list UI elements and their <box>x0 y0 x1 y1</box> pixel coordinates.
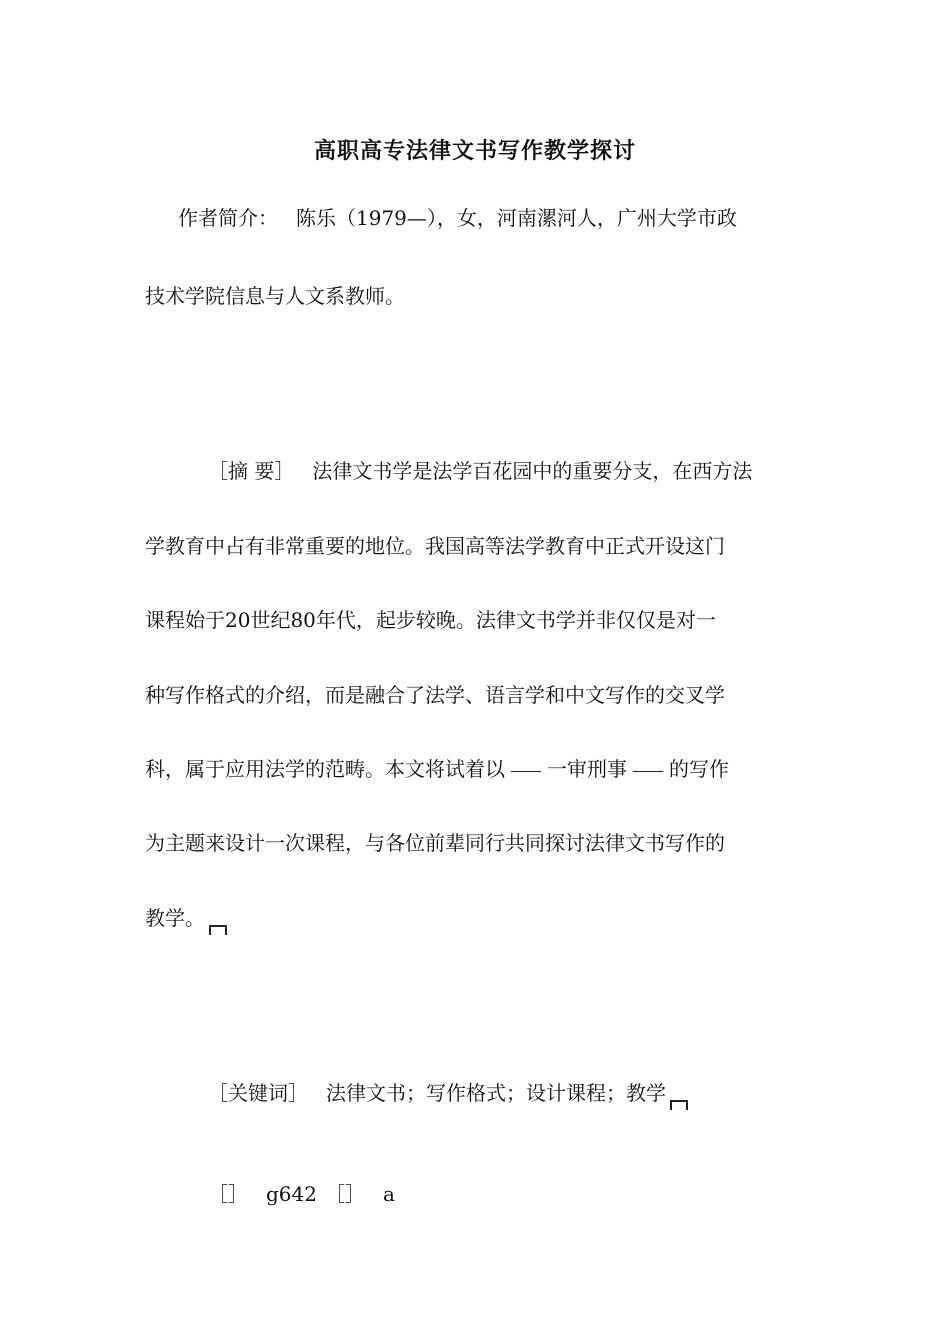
class-bracket-2: ［］ <box>324 1182 365 1206</box>
classification-line <box>208 1178 395 1207</box>
abstract-line-6: 为主题来设计一次课程，与各位前辈同行共同探讨法律文书写作的 <box>145 831 725 855</box>
author-text-1: 陈乐（1979—），女，河南漯河人，广州大学市政 <box>296 206 737 230</box>
abstract-text-5c: 的写作 <box>669 757 729 781</box>
abstract-line-3: 课程始于20世纪80年代，起步较晚。法律文书学并非仅仅是对一 <box>145 608 716 632</box>
author-line-2: 技术学院信息与人文系教师。 <box>145 284 405 308</box>
keywords-line <box>208 1077 688 1110</box>
paragraph-mark-icon <box>670 1100 688 1110</box>
abstract-text-5b: 一审刑事 <box>547 757 627 781</box>
paragraph-mark-icon <box>209 925 227 935</box>
abstract-text-7: 教学。 <box>145 906 205 930</box>
abstract-line-1 <box>208 455 752 484</box>
document-title: 高职高专法律文书写作教学探讨 <box>313 138 636 164</box>
abstract-text-1: 法律文书学是法学百花园中的重要分支，在西方法 <box>312 459 753 483</box>
abstract-line-7 <box>145 902 227 935</box>
abstract-label: ［摘 要］ <box>208 459 295 483</box>
class-bracket-1: ［］ <box>208 1182 248 1206</box>
keywords-label: ［关键词］ <box>208 1081 308 1105</box>
author-label: 作者简介： <box>178 206 278 230</box>
abstract-text-5a: 科，属于应用法学的范畴。本文将试着以 <box>145 757 505 781</box>
abstract-line-5 <box>145 753 729 782</box>
doc-code: a <box>382 1182 395 1206</box>
class-code: g642 <box>266 1182 317 1206</box>
abstract-line-2: 学教育中占有非常重要的地位。我国高等法学教育中正式开设这门 <box>145 534 725 558</box>
blank-underline <box>633 770 663 772</box>
author-line-1 <box>178 202 737 231</box>
abstract-line-4: 种写作格式的介绍，而是融合了法学、语言学和中文写作的交叉学 <box>145 683 725 707</box>
blank-underline <box>511 770 541 772</box>
keywords-text: 法律文书；写作格式；设计课程；教学 <box>326 1081 666 1105</box>
